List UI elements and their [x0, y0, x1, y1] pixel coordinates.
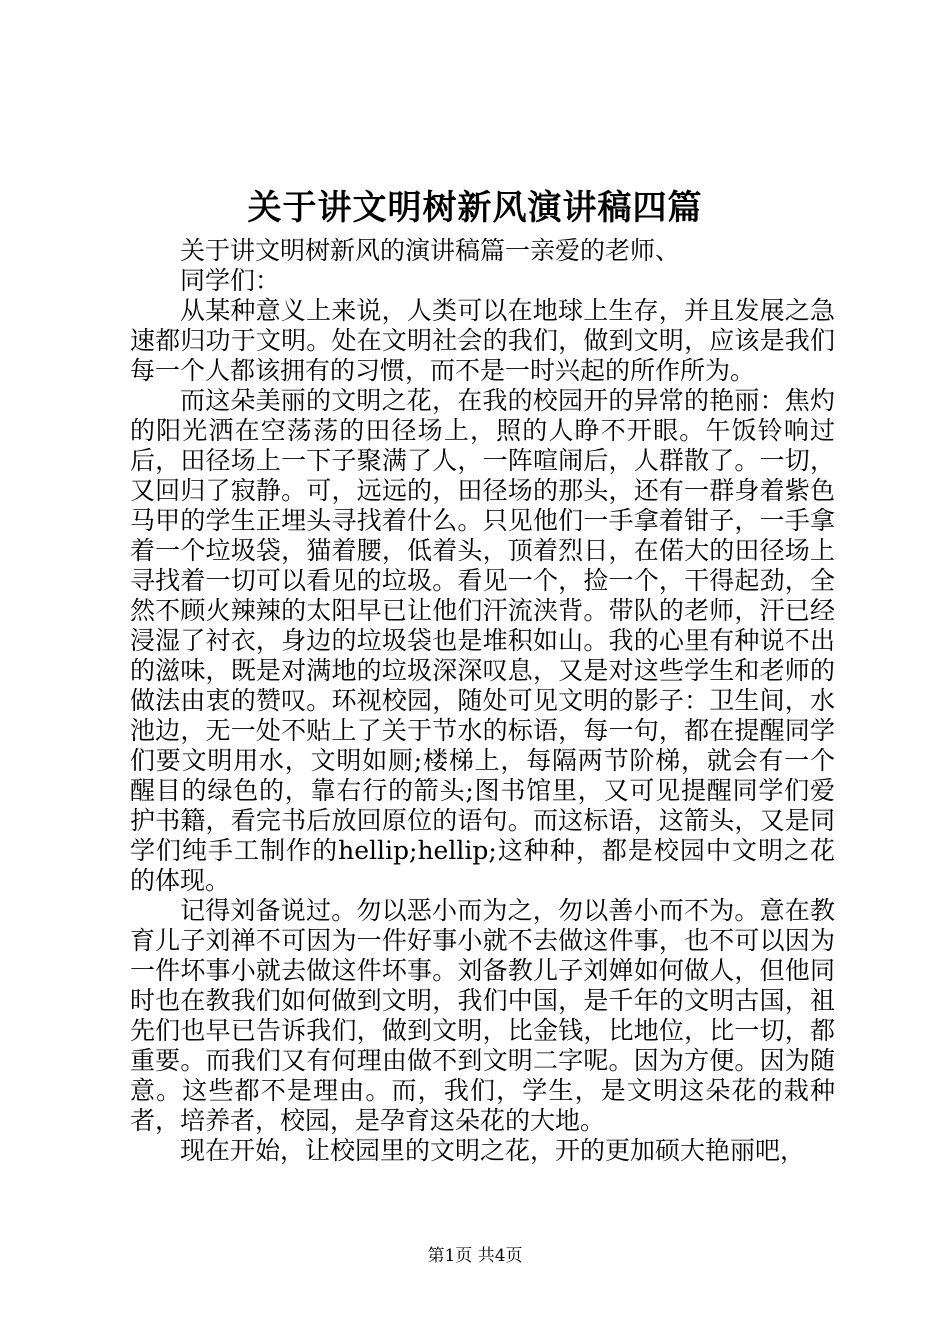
paragraph-4: 现在开始，让校园里的文明之花，开的更加硕大艳丽吧， — [180, 1136, 806, 1165]
paragraph-2: 而这朵美丽的文明之花，在我的校园开的异常的艳丽：焦灼的阳光洒在空荡荡的田径场上，照的人睁不开眼。午饭铃响过后，田径场上一下子聚满了人，一阵喧闹后，人群散了。一切，又回归了寂静。可，远远的，田径场的那头，还有一群身着紫色马甲的学生正埋头寻找着什么。只见他们一手拿着钳子，一手拿着一个垃圾袋，猫着腰，低着头，顶着烈日，在偌大的田径场上寻找着一切可以看见的垃圾。看见一个，捡一个，干得起劲，全然不顾火辣辣的太阳早已让他们汗流浃背。带队的老师，汗已经浸湿了衬衣，身边的垃圾袋也是堆积如山。我的心里有种说不出的滋味，既是对满地的垃圾深深叹息，又是对这些学生和老师的做法由衷的赞叹。环视校园，随处可见文明的影子：卫生间，水池边，无一处不贴上了关于节水的标语，每一句，都在提醒同学们要文明用水，文明如厕;楼梯上，每隔两节阶梯，就会有一个醒目的绿色的，靠右行的箭头;图书馆里，又可见提醒同学们爱护书籍，看完书后放回原位的语句。而这标语，这箭头，又是同学们纯手工制作的hellip;hellip;这种种，都是校园中文明之花的体现。 — [130, 386, 835, 895]
page-number-footer: 第1页 共4页 — [427, 1246, 523, 1266]
document-body — [130, 236, 835, 1166]
paragraph-3: 记得刘备说过。勿以恶小而为之，勿以善小而不为。意在教育儿子刘禅不可因为一件好事小就不去做这件事，也不可以因为一件坏事小就去做这件坏事。刘备教儿子刘婵如何做人，但他同时也在教我们如何做到文明，我们中国，是千年的文明古国，祖先们也早已告诉我们，做到文明，比金钱，比地位，比一切，都重要。而我们又有何理由做不到文明二字呢。因为方便。因为随意。这些都不是理由。而，我们，学生，是文明这朵花的栽种者，培养者，校园，是孕育这朵花的大地。 — [130, 896, 835, 1135]
paragraph-salutation: 同学们： — [180, 266, 281, 295]
paragraph-intro: 关于讲文明树新风的演讲稿篇一亲爱的老师、 — [180, 236, 681, 265]
document-title: 关于讲文明树新风演讲稿四篇 — [247, 188, 703, 228]
paragraph-1: 从某种意义上来说，人类可以在地球上生存，并且发展之急速都归功于文明。处在文明社会的我们，做到文明，应该是我们每一个人都该拥有的习惯，而不是一时兴起的所作所为。 — [130, 296, 835, 385]
